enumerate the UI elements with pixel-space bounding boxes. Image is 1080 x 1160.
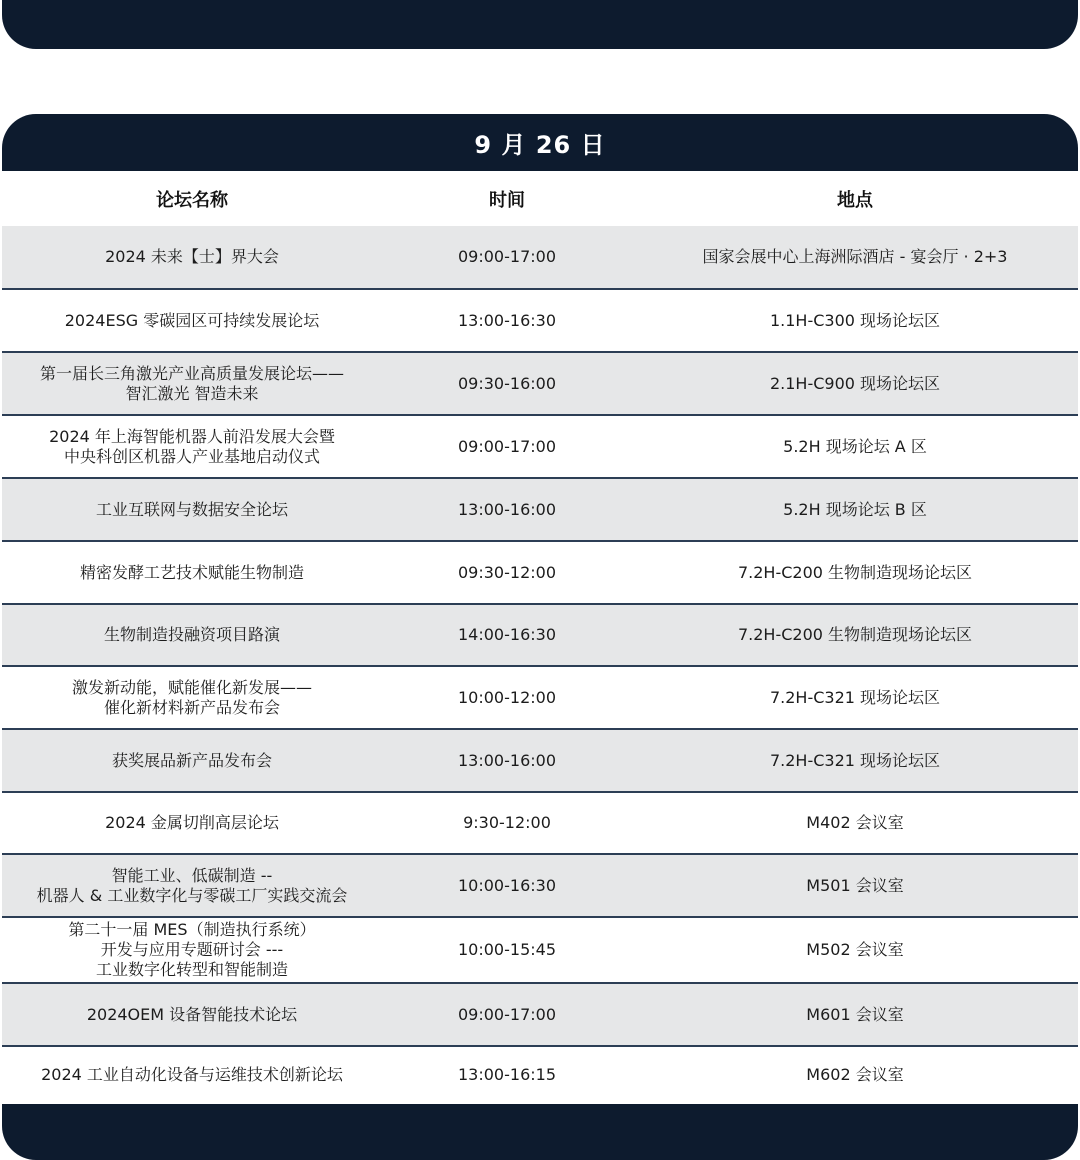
- table-row: [2, 290, 1078, 353]
- time-cell: 09:00-17:00: [458, 247, 556, 266]
- time-cell: 10:00-12:00: [458, 687, 556, 707]
- table-row: [2, 793, 1078, 855]
- location-cell: 5.2H 现场论坛 A 区: [783, 436, 927, 456]
- forum-name-cell: 2024 金属切削高层论坛: [105, 813, 279, 832]
- location-cell: 2.1H-C900 现场论坛区: [769, 373, 941, 393]
- table-row: [2, 479, 1078, 542]
- forum-name-cell: 获奖展品新产品发布会: [111, 750, 272, 770]
- time-cell: 10:00-15:45: [458, 940, 556, 959]
- table-row: [2, 918, 1078, 984]
- forum-name-cell: 生物制造投融资项目路演: [103, 625, 280, 644]
- bottom-banner-bar: [2, 1104, 1078, 1160]
- time-cell: 13:00-16:30: [458, 310, 556, 330]
- forum-name-cell: 激发新动能，赋能催化新发展—— 催化新材料新产品发布会: [71, 677, 312, 717]
- date-header: [2, 114, 1078, 171]
- forum-name-cell: 第一届长三角激光产业高质量发展论坛—— 智汇激光 智造未来: [39, 363, 344, 403]
- column-header-name: 论坛名称: [156, 189, 228, 211]
- location-cell: 7.2H-C200 生物制造现场论坛区: [737, 625, 973, 644]
- forum-name-cell: 2024 年上海智能机器人前沿发展大会暨 中央科创区机器人产业基地启动仪式: [49, 426, 335, 466]
- time-cell: 13:00-16:15: [458, 1065, 556, 1084]
- forum-name-cell: 精密发酵工艺技术赋能生物制造: [79, 562, 304, 582]
- time-cell: 9:30-12:00: [463, 813, 551, 832]
- column-header-location: 地点: [837, 189, 873, 211]
- location-cell: M602 会议室: [806, 1065, 904, 1084]
- location-cell: M402 会议室: [806, 813, 904, 832]
- time-cell: 13:00-16:00: [458, 499, 556, 519]
- forum-name-cell: 2024OEM 设备智能技术论坛: [86, 1004, 298, 1024]
- time-cell: 09:00-17:00: [458, 1004, 556, 1024]
- table-row: [2, 605, 1078, 667]
- table-row: [2, 353, 1078, 416]
- location-cell: M501 会议室: [806, 875, 904, 895]
- table-row: [2, 984, 1078, 1047]
- table-row: [2, 855, 1078, 918]
- table-header-row: [2, 171, 1078, 226]
- forum-name-cell: 2024 未来【士】界大会: [105, 247, 279, 266]
- location-cell: 7.2H-C321 现场论坛区: [769, 687, 941, 707]
- forum-name-cell: 2024ESG 零碳园区可持续发展论坛: [64, 310, 320, 330]
- location-cell: 国家会展中心上海洲际酒店 - 宴会厅 · 2+3: [702, 247, 1008, 266]
- location-cell: 1.1H-C300 现场论坛区: [769, 310, 941, 330]
- column-header-time: 时间: [489, 189, 525, 211]
- table-row: [2, 542, 1078, 605]
- table-row: [2, 730, 1078, 793]
- location-cell: 7.2H-C321 现场论坛区: [769, 750, 941, 770]
- time-cell: 09:00-17:00: [458, 436, 556, 456]
- forum-name-cell: 2024 工业自动化设备与运维技术创新论坛: [41, 1065, 343, 1084]
- table-row: [2, 226, 1078, 290]
- time-cell: 14:00-16:30: [458, 625, 556, 644]
- location-cell: 5.2H 现场论坛 B 区: [783, 499, 927, 519]
- time-cell: 10:00-16:30: [458, 875, 556, 895]
- location-cell: M502 会议室: [806, 940, 904, 959]
- location-cell: 7.2H-C200 生物制造现场论坛区: [737, 562, 973, 582]
- location-cell: M601 会议室: [806, 1004, 904, 1024]
- time-cell: 09:30-12:00: [458, 562, 556, 582]
- table-row: [2, 1047, 1078, 1103]
- top-banner-bar: [2, 0, 1078, 49]
- table-row: [2, 667, 1078, 730]
- forum-name-cell: 第二十一届 MES（制造执行系统） 开发与应用专题研讨会 --- 工业数字化转型和智能制造: [68, 920, 316, 979]
- time-cell: 09:30-16:00: [458, 373, 556, 393]
- date-label: 9 月 26 日: [474, 131, 606, 159]
- time-cell: 13:00-16:00: [458, 750, 556, 770]
- forum-schedule-table: [2, 226, 1078, 1103]
- forum-name-cell: 工业互联网与数据安全论坛: [95, 499, 288, 519]
- table-row: [2, 416, 1078, 479]
- forum-name-cell: 智能工业、低碳制造 -- 机器人 & 工业数字化与零碳工厂实践交流会: [36, 865, 348, 905]
